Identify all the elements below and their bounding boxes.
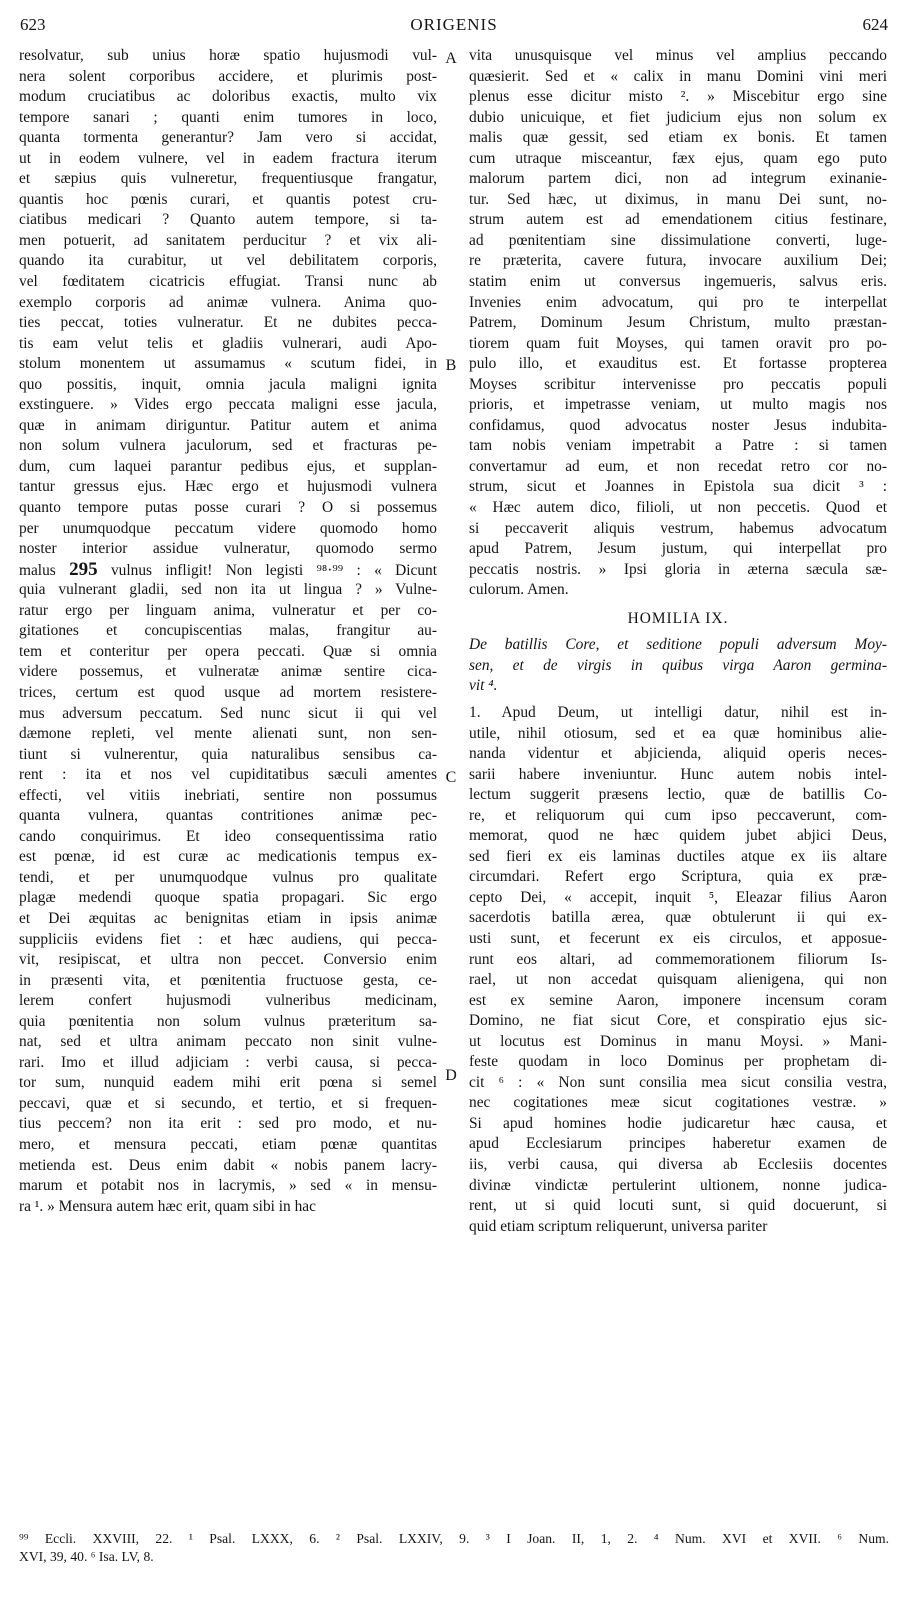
text-line: lerem confert hujusmodi vulneribus medicinam,: [19, 992, 437, 1010]
text-line: exemplo corporis ad animæ vulnera. Anima quo-: [19, 293, 437, 311]
text-line: quanta vulnera, quantas contritiones animæ pec-: [19, 807, 437, 825]
text-line: est pœnæ, id est curæ ac medicationis tempus ex-: [19, 848, 437, 866]
column-marker-a: A: [445, 50, 457, 67]
text-line: mus adversum peccatum. Sed nunc sicut ii qui vel: [19, 704, 437, 722]
text-line: in præsenti vita, et pœnitentia fructuose gesta, ce-: [19, 971, 437, 989]
text-line: quantis hoc pœnis curari, et quantis potest cru-: [19, 190, 437, 208]
text-line: Domino, ne fiat sicut Core, et conspiratio ejus sic-: [469, 1012, 887, 1030]
text-line: pulo illo, et exauditus est. Et fortasse propterea: [469, 355, 887, 373]
text-line: nanda videntur et abjicienda, aliquid operis neces-: [469, 745, 887, 763]
text-line: 1. Apud Deum, ut intelligi datur, nihil est in-: [469, 703, 887, 721]
homily-subtitle-line: De batillis Core, et seditione populi adversum Moy-: [469, 636, 887, 654]
text-line: metienda est. Deus enim dabit « nobis panem lacry-: [19, 1156, 437, 1174]
text-line: apud Ecclesiarum principes haberetur examen de: [469, 1135, 887, 1153]
text-line: cit ⁶ : « Non sunt consilia mea sicut consilia vestra,: [469, 1073, 887, 1091]
text-line: Si apud homines hodie judicaretur hæc causa, et: [469, 1114, 887, 1132]
text-line: vita unusquisque vel minus vel amplius peccando: [469, 47, 887, 64]
text-line: tam nobis veniam impetrabit a Patre : si tamen: [469, 437, 887, 455]
text-line: runt eos altari, ad commemorationem filiorum Is-: [469, 950, 887, 968]
text-fragment: vulnus infligit! Non legisti ⁹⁸·⁹⁹ : « Dicunt: [97, 561, 437, 579]
text-line: mero, et mensura peccati, etiam pœnæ quantitas: [19, 1135, 437, 1153]
text-line: cando conquirimus. Et ideo consequentissima ratio: [19, 827, 437, 845]
left-page-number: 623: [20, 15, 46, 34]
text-line: strum autem est ad emendationem citius festinare,: [469, 211, 887, 229]
text-line: sarii habere inveniuntur. Hunc autem nobis intel-: [469, 765, 887, 783]
footnotes: [19, 1530, 889, 1566]
text-line: lectum suggerit præsens lectio, quæ de batillis Co-: [469, 786, 887, 804]
text-line: sed fieri ex eis laminas ductiles atque ex iis altare: [469, 847, 887, 865]
text-line: et Dei æquitas ac benignitas etiam in ipsis animæ: [19, 909, 437, 927]
text-line: iis, verbi causa, qui diversa ab Ecclesiis docentes: [469, 1155, 887, 1173]
text-line: memorat, quod ne hæc quidem jubet abjici Deus,: [469, 827, 887, 845]
running-title: ORIGENIS: [410, 15, 498, 34]
text-line: quæsierit. Sed et « calix in manu Domini vini meri: [469, 67, 887, 85]
footnote-line: XVI, 39, 40. ⁶ Isa. LV, 8.: [19, 1549, 154, 1564]
text-line: tius peccem? non ita erit : sed pro modo, et nu-: [19, 1115, 437, 1133]
text-line: dubio unicuique, et fiet judicium ejus non solum ex: [469, 108, 887, 126]
text-line: videre possemus, et vulneratæ animæ sentire cica-: [19, 663, 437, 681]
text-line-with-column-number: [19, 560, 437, 581]
text-line: si peccaverit aliquis vestrum, habemus advocatum: [469, 519, 887, 537]
text-line: quia pœnitentia non solum vulnus præteritum sa-: [19, 1012, 437, 1030]
text-line: tempore sanari ; quanti enim tumores in loco,: [19, 108, 437, 126]
text-line: quæ in animam diriguntur. Patitur autem et anima: [19, 416, 437, 434]
homily-title: HOMILIA IX.: [627, 609, 729, 627]
text-line: rari. Imo et illud adjiciam : verbi causa, si pecca-: [19, 1053, 437, 1071]
text-line: vel fœditatem cicatricis effugiat. Transi nunc ab: [19, 273, 437, 291]
text-line: re præterita, cavere futura, invocare auxilium Dei;: [469, 252, 887, 270]
text-line: stolum monentem ut assumamus « scutum fidei, in: [19, 355, 437, 373]
text-line: modum cruciatibus ac doloribus exactis, multo vix: [19, 88, 437, 106]
text-line: nera solent corporibus accidere, et plurimis post-: [19, 67, 437, 85]
homily-subtitle-line: vit ⁴.: [469, 677, 498, 695]
column-marker-d: D: [445, 1067, 457, 1084]
text-line: quia vulnerant gladii, sed non ita ut lingua ? » Vulne-: [19, 581, 437, 599]
text-line: Patrem, Dominum Jesum Christum, multo præstan-: [469, 314, 887, 332]
text-fragment: malus: [19, 561, 70, 579]
text-line: quanta tormenta generantur? Jam vero si accidat,: [19, 129, 437, 147]
text-line: plagæ medendi quoque spatia propagari. Sic ergo: [19, 889, 437, 907]
text-line: tem et conteritur per opera peccati. Quæ si omnia: [19, 642, 437, 660]
text-line: dæmone repleti, vel mente alienati sunt, non sen-: [19, 725, 437, 743]
text-line: Moyses scribitur intervenisse pro peccatis populi: [469, 375, 887, 393]
text-line: quid etiam scriptum reliquerunt, universa pariter: [469, 1217, 768, 1235]
text-line: ut in eodem vulnere, vel in eadem fractura iterum: [19, 149, 437, 167]
text-line: plenus esse dicitur misto ². » Miscebitur ergo sine: [469, 88, 887, 106]
text-line: malis quæ gessit, sed etiam ex bonis. Et tamen: [469, 129, 887, 147]
homily-subtitle-line: sen, et de virgis in quibus virga Aaron germina-: [469, 656, 887, 674]
text-line: trices, certum est quod usque ad mortem resistere-: [19, 683, 437, 701]
text-line: rael, ut non accedat quisquam alienigena, qui non: [469, 971, 887, 989]
left-text-column: [19, 46, 437, 1217]
text-line: culorum. Amen.: [469, 581, 569, 599]
text-line: ut locutus est Dominus in manu Moysi. » Mani-: [469, 1032, 887, 1050]
text-line: men potuerit, ad sanitatem perducitur ? et vix ali-: [19, 231, 437, 249]
text-line: ra ¹. » Mensura autem hæc erit, quam sibi in hac: [19, 1197, 316, 1215]
text-line: quo possitis, inquit, omnia jacula maligni ignita: [19, 375, 437, 393]
text-line: suppliciis evidens fiet : et hæc audiens, qui pecca-: [19, 930, 437, 948]
text-line: rent, ut si quid locuti sunt, si quid docuerunt, si: [469, 1197, 887, 1215]
text-line: ad pœnitentiam sine dissimulatione converti, luge-: [469, 231, 887, 249]
text-line: tiunt si vulnerentur, quia naturalibus sensibus ca-: [19, 745, 437, 763]
text-line: exstinguere. » Vides ergo peccata maligni esse jacula,: [19, 396, 437, 414]
text-line: gitationes et concupiscentias malas, frangitur au-: [19, 622, 437, 640]
text-line: rent : ita et nos vel cupiditatibus sæculi amentes: [19, 766, 437, 784]
text-line: noster interior assidue vulneratur, quomodo sermo: [19, 540, 437, 558]
text-line: per unumquodque peccatum videre quomodo homo: [19, 519, 437, 537]
text-line: est ex semine Aaron, imponere incensum coram: [469, 991, 887, 1009]
text-line: tor sum, nunquid eadem mihi erit pœna si semel: [19, 1074, 437, 1092]
text-line: effecti, vel vitiis inebriati, sentire non possumus: [19, 786, 437, 804]
text-line: utile, nihil otiosum, sed et ea quæ hominibus alie-: [469, 724, 887, 742]
column-number: 295: [69, 559, 98, 580]
text-line: sacerdotis batilla ærea, quæ obtulerunt ii qui ex-: [469, 909, 887, 927]
text-line: non solum vulnera jaculorum, sed et fracturas pe-: [19, 437, 437, 455]
text-line: statim enim ut conversus ingemueris, salvus eris.: [469, 273, 887, 291]
text-line: ciatibus medicari ? Quanto autem tempore, si ta-: [19, 211, 437, 229]
text-line: cepto Dei, « accepit, inquit ⁵, Eleazar filius Aaron: [469, 888, 887, 906]
right-text-column: [469, 46, 887, 1237]
text-line: quando ita curabitur, ut vel debilitatem corporis,: [19, 252, 437, 270]
text-line: peccatis nostris. » Ipsi gloria in æterna sæcula sæ-: [469, 560, 887, 578]
text-line: re, et reliquorum qui cum ipso peccaverunt, com-: [469, 806, 887, 824]
text-line: marum et potabit nos in lacrymis, » sed « in mensu-: [19, 1177, 437, 1195]
text-line: circumdari. Refert ergo Scriptura, quia ex præ-: [469, 868, 887, 886]
column-marker-c: C: [445, 769, 457, 786]
right-page-number: 624: [862, 15, 888, 34]
text-line: cum utraque misceantur, fæx ejus, quam ego puto: [469, 149, 887, 167]
text-line: « Hæc autem dico, filioli, ut non peccetis. Quod et: [469, 499, 887, 517]
text-line: tiorem quam fuit Moyses, qui tamen oravit pro po-: [469, 334, 887, 352]
text-line: nat, sed et ultra animam peccato non sinit vulne-: [19, 1033, 437, 1051]
text-line: feste quodam in loco Dominus per prophetam di-: [469, 1053, 887, 1071]
text-line: tantur gressus ejus. Hæc ergo et hujusmodi vulnera: [19, 478, 437, 496]
text-line: ties peccat, toties vulneratur. Et ne dubites pecca-: [19, 314, 437, 332]
text-line: dum, cum laquei parantur pedibus ejus, et supplan-: [19, 457, 437, 475]
text-line: malorum partem dici, non ad integrum exinanie-: [469, 170, 887, 188]
text-line: nec cogitationes meæ sicut cogitationes vestræ. »: [469, 1094, 887, 1112]
column-marker-b: B: [445, 357, 457, 374]
text-line: usti sunt, et fecerunt ex eis circulos, et apposue-: [469, 929, 887, 947]
text-line: strum, sicut et Joannes in Epistola sua dicit ³ :: [469, 478, 887, 496]
footnote-line: ⁹⁹ Eccli. XXVIII, 22. ¹ Psal. LXXX, 6. ² Psal. LXXIV, 9. ³ I Joan. II, 1, 2. ⁴ Num. XVI et XVII. ⁶ Num.: [19, 1531, 889, 1546]
text-line: prioris, et impetrasse veniam, ut multo magis nos: [469, 396, 887, 414]
text-line: divinæ vindictæ pertulerint ultionem, nonne judica-: [469, 1176, 887, 1194]
text-line: resolvatur, sub unius horæ spatio hujusmodi vul-: [19, 47, 437, 64]
text-line: tur. Sed hæc, ut diximus, in manu Dei sunt, no-: [469, 190, 887, 208]
text-line: Invenies enim advocatum, qui pro te interpellat: [469, 293, 887, 311]
text-line: convertamur ad eum, et non recedat retro cor no-: [469, 457, 887, 475]
text-line: tendi, et per unumquodque vulnus pro qualitate: [19, 868, 437, 886]
text-line: quanto tempore putas posse curari ? O si possemus: [19, 499, 437, 517]
text-line: confidamus, quod advocatus noster Jesus indubita-: [469, 416, 887, 434]
text-line: vit, resipiscat, et ultra non peccet. Conversio enim: [19, 951, 437, 969]
text-line: apud Patrem, Jesum justum, qui interpellat pro: [469, 540, 887, 558]
text-line: ratur ergo per linguam anima, vulneratur et per co-: [19, 601, 437, 619]
text-line: et sæpius quis vulneretur, frequentiusque frangatur,: [19, 170, 437, 188]
text-line: tis eam velut telis et gladiis vulnerari, audi Apo-: [19, 334, 437, 352]
text-line: peccavi, quæ et si secundo, et tertio, et si frequen-: [19, 1094, 437, 1112]
